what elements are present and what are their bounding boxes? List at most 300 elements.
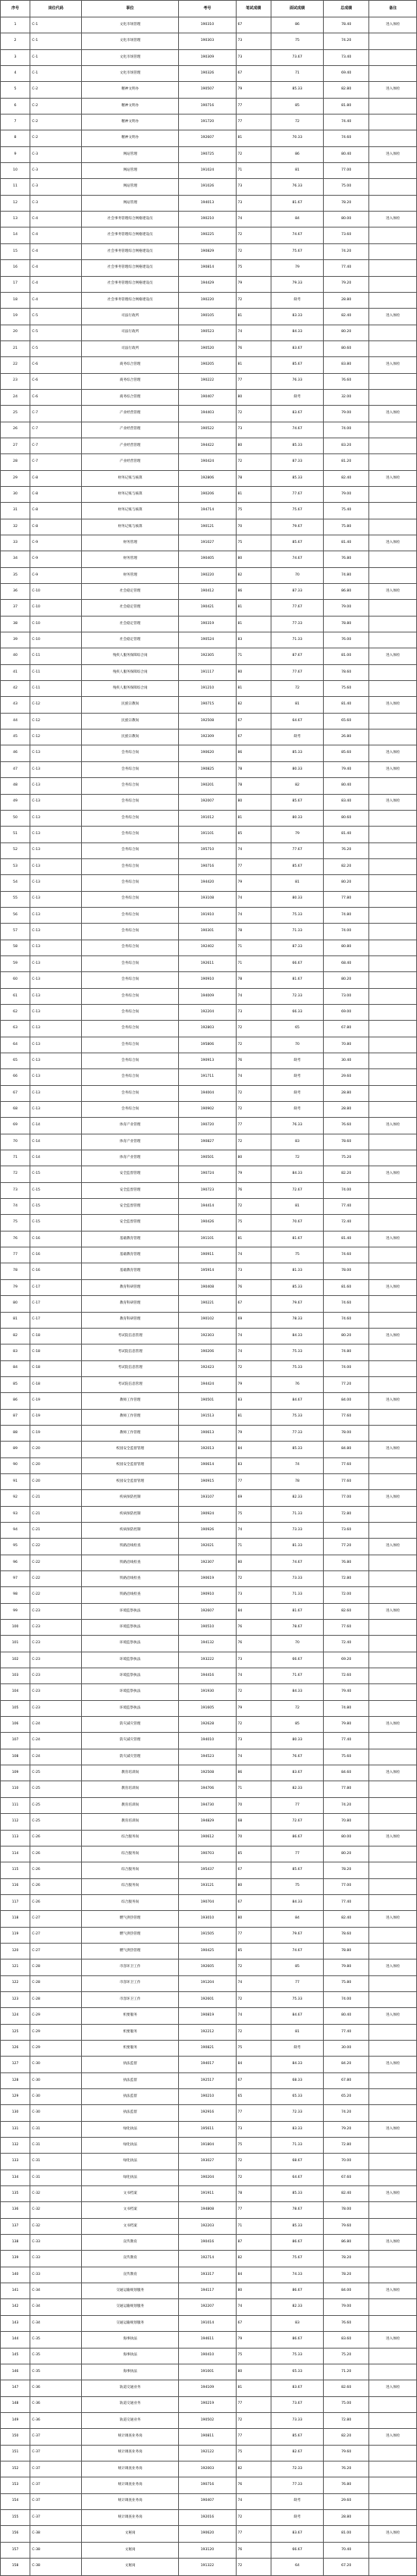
cell-exam-number: 195437: [179, 1862, 236, 1878]
cell-exam-number: 190220: [179, 567, 236, 583]
cell-seq: 141: [1, 2283, 30, 2299]
cell-position: 基础教育管理: [82, 1263, 179, 1279]
cell-written-score: 73: [236, 195, 271, 211]
cell-exam-number: 190829: [179, 243, 236, 259]
cell-seq: 106: [1, 1717, 30, 1733]
cell-position-code: C-33: [30, 2251, 82, 2267]
table-row: [1, 1134, 417, 1150]
cell-exam-number: 192806: [179, 470, 236, 486]
cell-total-score: 77.80: [324, 891, 369, 907]
cell-seq: 135: [1, 2186, 30, 2202]
cell-position: 文化市场管理: [82, 49, 179, 65]
cell-written-score: 77: [236, 858, 271, 874]
cell-exam-number: 194010: [179, 1733, 236, 1749]
cell-position-code: C-3: [30, 146, 82, 162]
cell-total-score: 72.80: [324, 1571, 369, 1587]
cell-note: [369, 1522, 417, 1538]
cell-position-code: C-24: [30, 1717, 82, 1733]
cell-note: [369, 2138, 417, 2154]
cell-position: 教育科研管理: [82, 1279, 179, 1295]
cell-total-score: 74.20: [324, 1797, 369, 1813]
cell-total-score: 86.80: [324, 584, 369, 600]
cell-interview-score: 85.33: [271, 1442, 324, 1457]
cell-exam-number: 192122: [179, 2445, 236, 2461]
cell-position-code: C-9: [30, 535, 82, 551]
cell-note: 进入体检: [369, 761, 417, 777]
table-row: [1, 2380, 417, 2396]
cell-note: [369, 1636, 417, 1652]
cell-total-score: 80.20: [324, 875, 369, 891]
cell-position-code: C-2: [30, 98, 82, 114]
cell-total-score: 82.20: [324, 1166, 369, 1182]
cell-interview-score: 84.33: [271, 1684, 324, 1700]
cell-seq: 157: [1, 2542, 30, 2558]
cell-interview-score: 68.67: [271, 2154, 324, 2170]
cell-written-score: 78: [236, 761, 271, 777]
cell-written-score: 74: [236, 212, 271, 227]
cell-total-score: 67.60: [324, 2170, 369, 2185]
table-row: [1, 2558, 417, 2575]
table-row: [1, 1247, 417, 1263]
cell-note: [369, 340, 417, 356]
cell-written-score: 72: [236, 2154, 271, 2170]
cell-total-score: 74.80: [324, 1700, 369, 1716]
cell-total-score: 79.00: [324, 486, 369, 502]
table-row: [1, 454, 417, 470]
cell-position-code: C-32: [30, 2202, 82, 2218]
cell-seq: 63: [1, 1021, 30, 1037]
cell-note: [369, 1781, 417, 1797]
cell-position: 文秘岗: [82, 2558, 179, 2575]
cell-written-score: 86: [236, 584, 271, 600]
cell-note: [369, 422, 417, 438]
cell-exam-number: 190913: [179, 1053, 236, 1069]
cell-note: 进入体检: [369, 212, 417, 227]
cell-written-score: 71: [236, 1539, 271, 1555]
cell-note: 进入体检: [369, 2186, 417, 2202]
cell-total-score: 80.40: [324, 778, 369, 794]
cell-note: 进入体检: [369, 1231, 417, 1247]
cell-written-score: 81: [236, 309, 271, 325]
cell-note: [369, 664, 417, 680]
table-row: [1, 1555, 417, 1570]
cell-position: 环境监察执法: [82, 1603, 179, 1619]
cell-position-code: C-26: [30, 1862, 82, 1878]
cell-written-score: 79: [236, 1700, 271, 1716]
cell-exam-number: 191910: [179, 907, 236, 923]
cell-interview-score: 76.67: [271, 1749, 324, 1765]
cell-written-score: 72: [236, 1684, 271, 1700]
cell-interview-score: 缺考: [271, 1085, 324, 1101]
cell-interview-score: 84.33: [271, 325, 324, 340]
cell-position-code: C-29: [30, 2040, 82, 2056]
cell-position-code: C-25: [30, 1797, 82, 1813]
cell-interview-score: 70: [271, 1636, 324, 1652]
table-row: [1, 406, 417, 422]
cell-written-score: 67: [236, 713, 271, 729]
cell-interview-score: 83.67: [271, 2380, 324, 2396]
cell-written-score: 86: [236, 745, 271, 761]
cell-position-code: C-1: [30, 66, 82, 82]
cell-seq: 15: [1, 243, 30, 259]
table-row: [1, 2429, 417, 2445]
table-row: [1, 486, 417, 502]
cell-exam-number: 194414: [179, 1199, 236, 1215]
cell-position-code: C-4: [30, 292, 82, 308]
cell-exam-number: 190827: [179, 1134, 236, 1150]
cell-note: [369, 2170, 417, 2185]
cell-exam-number: 194706: [179, 1781, 236, 1797]
cell-written-score: 82: [236, 2461, 271, 2477]
cell-position: 安全监督管理: [82, 1182, 179, 1198]
cell-seq: 73: [1, 1182, 30, 1198]
cell-total-score: 77.00: [324, 163, 369, 179]
cell-seq: 127: [1, 2057, 30, 2072]
cell-interview-score: 75.67: [271, 243, 324, 259]
cell-seq: 1: [1, 17, 30, 33]
cell-seq: 128: [1, 2072, 30, 2088]
cell-seq: 122: [1, 1975, 30, 1991]
cell-interview-score: 76.33: [271, 373, 324, 389]
cell-written-score: 76: [236, 340, 271, 356]
cell-seq: 137: [1, 2218, 30, 2234]
cell-interview-score: 82.67: [271, 2445, 324, 2461]
cell-seq: 91: [1, 1473, 30, 1489]
cell-total-score: 30.40: [324, 1053, 369, 1069]
cell-written-score: 84: [236, 1603, 271, 1619]
table-row: [1, 1878, 417, 1894]
cell-position-code: C-37: [30, 2445, 82, 2461]
cell-exam-number: 190620: [179, 745, 236, 761]
cell-note: [369, 1571, 417, 1587]
cell-position-code: C-6: [30, 389, 82, 405]
cell-interview-score: 80.33: [271, 761, 324, 777]
cell-written-score: 80: [236, 794, 271, 810]
cell-position-code: C-34: [30, 2283, 82, 2299]
cell-written-score: 72: [236, 2558, 271, 2575]
table-row: [1, 163, 417, 179]
cell-position: 财务管理: [82, 567, 179, 583]
cell-written-score: 74: [236, 1522, 271, 1538]
cell-written-score: 77: [236, 1927, 271, 1943]
cell-total-score: 76.60: [324, 2315, 369, 2331]
cell-written-score: 73: [236, 49, 271, 65]
table-row: [1, 1668, 417, 1684]
cell-seq: 64: [1, 1037, 30, 1053]
cell-seq: 121: [1, 1959, 30, 1975]
cell-position: 交通运输规划服务: [82, 2315, 179, 2331]
cell-written-score: 77: [236, 1118, 271, 1134]
cell-interview-score: 70: [271, 1037, 324, 1053]
cell-position: 财务记账与核算: [82, 519, 179, 535]
cell-position-code: C-5: [30, 309, 82, 325]
table-row: [1, 1425, 417, 1441]
cell-total-score: 75.20: [324, 2348, 369, 2364]
cell-exam-number: 194009: [179, 988, 236, 1004]
cell-interview-score: 缺考: [271, 1102, 324, 1118]
cell-position: 执法监督: [82, 2057, 179, 2072]
table-row: [1, 1085, 417, 1101]
cell-note: 进入体检: [369, 406, 417, 422]
cell-position: 网站管理: [82, 195, 179, 211]
cell-seq: 16: [1, 260, 30, 276]
cell-position-code: C-30: [30, 2072, 82, 2088]
cell-seq: 13: [1, 212, 30, 227]
cell-interview-score: 68.33: [271, 2072, 324, 2088]
cell-note: 进入体检: [369, 146, 417, 162]
cell-note: [369, 1814, 417, 1830]
cell-note: 进入体检: [369, 584, 417, 600]
table-row: [1, 2040, 417, 2056]
cell-position: 教育科研管理: [82, 1296, 179, 1312]
table-row: [1, 2332, 417, 2348]
cell-seq: 19: [1, 309, 30, 325]
cell-note: 进入体检: [369, 1539, 417, 1555]
cell-position-code: C-18: [30, 1344, 82, 1360]
cell-position: 会务综合岗: [82, 810, 179, 826]
cell-note: [369, 988, 417, 1004]
cell-position-code: C-27: [30, 1927, 82, 1943]
cell-total-score: 81.60: [324, 1279, 369, 1295]
cell-interview-score: 70.67: [271, 1215, 324, 1231]
cell-note: 进入体检: [369, 470, 417, 486]
cell-total-score: 74.00: [324, 1360, 369, 1376]
cell-seq: 41: [1, 664, 30, 680]
cell-total-score: 80.20: [324, 1846, 369, 1862]
cell-written-score: 67: [236, 1894, 271, 1910]
cell-interview-score: 72.33: [271, 988, 324, 1004]
cell-exam-number: 190410: [179, 2348, 236, 2364]
cell-written-score: 72: [236, 2412, 271, 2428]
cell-written-score: 76: [236, 2477, 271, 2493]
cell-position: 文书档案: [82, 2202, 179, 2218]
cell-seq: 47: [1, 761, 30, 777]
cell-interview-score: 71: [271, 66, 324, 82]
table-row: [1, 681, 417, 697]
table-row: [1, 2412, 417, 2428]
cell-seq: 50: [1, 810, 30, 826]
cell-interview-score: 79.67: [271, 1296, 324, 1312]
cell-position-code: C-37: [30, 2461, 82, 2477]
cell-position: 轨道交通业务: [82, 2412, 179, 2428]
cell-position-code: C-11: [30, 681, 82, 697]
cell-position-code: C-22: [30, 1571, 82, 1587]
cell-position: 会务综合岗: [82, 745, 179, 761]
cell-interview-score: 65.33: [271, 2089, 324, 2105]
cell-interview-score: 80.33: [271, 810, 324, 826]
cell-seq: 77: [1, 1247, 30, 1263]
cell-total-score: 78.20: [324, 195, 369, 211]
cell-position-code: C-27: [30, 1943, 82, 1959]
cell-written-score: 83: [236, 1457, 271, 1473]
cell-exam-number: 190407: [179, 389, 236, 405]
cell-exam-number: 190716: [179, 2477, 236, 2493]
cell-exam-number: 190301: [179, 924, 236, 940]
cell-interview-score: 64.67: [271, 713, 324, 729]
cell-total-score: 28.80: [324, 1102, 369, 1118]
cell-position-code: C-8: [30, 470, 82, 486]
cell-interview-score: 74.67: [271, 551, 324, 567]
cell-exam-number: 192007: [179, 794, 236, 810]
cell-note: [369, 2251, 417, 2267]
cell-seq: 46: [1, 745, 30, 761]
cell-total-score: 80.60: [324, 340, 369, 356]
cell-position: 会务综合岗: [82, 924, 179, 940]
cell-note: [369, 940, 417, 955]
cell-position: 综合服务岗: [82, 1862, 179, 1878]
cell-interview-score: 74.67: [271, 1943, 324, 1959]
cell-total-score: 76.80: [324, 551, 369, 567]
cell-position-code: C-9: [30, 567, 82, 583]
cell-exam-number: 190614: [179, 1457, 236, 1473]
cell-written-score: 67: [236, 2072, 271, 2088]
cell-total-score: 77.00: [324, 1878, 369, 1894]
cell-seq: 33: [1, 535, 30, 551]
cell-total-score: 79.60: [324, 2218, 369, 2234]
cell-total-score: 73.60: [324, 1522, 369, 1538]
table-row: [1, 2154, 417, 2170]
table-row: [1, 179, 417, 195]
cell-note: 进入体检: [369, 2283, 417, 2299]
cell-position: 民族宗教岗: [82, 697, 179, 713]
cell-written-score: 72: [236, 1991, 271, 2007]
cell-interview-score: 76: [271, 1376, 324, 1392]
cell-written-score: 77: [236, 2202, 271, 2218]
cell-position: 统计调查业务岗: [82, 2461, 179, 2477]
cell-position: 综合服务岗: [82, 1830, 179, 1846]
table-row: [1, 2057, 417, 2072]
cell-position-code: C-13: [30, 972, 82, 988]
cell-interview-score: 65.33: [271, 2364, 324, 2380]
cell-position-code: C-35: [30, 2364, 82, 2380]
cell-exam-number: 190421: [179, 600, 236, 616]
cell-written-score: 80: [236, 1150, 271, 1166]
cell-interview-score: 84.33: [271, 1328, 324, 1344]
cell-note: 进入体检: [369, 2121, 417, 2137]
cell-position-code: C-13: [30, 827, 82, 842]
cell-seq: 78: [1, 1263, 30, 1279]
cell-position: 网站管理: [82, 179, 179, 195]
cell-position: 产业经营管理: [82, 438, 179, 453]
cell-seq: 99: [1, 1603, 30, 1619]
cell-note: [369, 2154, 417, 2170]
cell-note: [369, 276, 417, 292]
cell-position: 会务综合岗: [82, 1021, 179, 1037]
table-row: [1, 130, 417, 146]
cell-interview-score: 84.33: [271, 1166, 324, 1182]
table-row: [1, 373, 417, 389]
cell-position: 社会事务管理综合网格建设员: [82, 212, 179, 227]
table-row: [1, 1393, 417, 1409]
table-row: [1, 276, 417, 292]
cell-position: 社会稳定管理: [82, 600, 179, 616]
cell-written-score: 72: [236, 2509, 271, 2525]
cell-note: [369, 486, 417, 502]
cell-seq: 109: [1, 1765, 30, 1781]
cell-seq: 93: [1, 1506, 30, 1522]
cell-position: 教育科研管理: [82, 1312, 179, 1328]
cell-position-code: C-18: [30, 1328, 82, 1344]
table-row: [1, 1263, 417, 1279]
cell-seq: 38: [1, 616, 30, 632]
table-row: [1, 1522, 417, 1538]
cell-total-score: 65.60: [324, 713, 369, 729]
cell-total-score: 68.40: [324, 955, 369, 971]
cell-position: 文秘岗: [82, 2542, 179, 2558]
cell-seq: 133: [1, 2154, 30, 2170]
cell-note: [369, 2364, 417, 2380]
cell-position: 精神文明办: [82, 115, 179, 130]
cell-interview-score: 86: [271, 146, 324, 162]
cell-position: 宣传教育: [82, 2267, 179, 2283]
cell-position: 燃气供热管理: [82, 1927, 179, 1943]
cell-written-score: 78: [236, 778, 271, 794]
table-row: [1, 1490, 417, 1506]
cell-exam-number: 191711: [179, 1069, 236, 1085]
cell-note: 进入体检: [369, 1442, 417, 1457]
table-row: [1, 325, 417, 340]
cell-seq: 26: [1, 422, 30, 438]
cell-total-score: 26.80: [324, 730, 369, 745]
cell-interview-score: 85: [271, 1959, 324, 1975]
cell-interview-score: 79.33: [271, 276, 324, 292]
cell-interview-score: 85.67: [271, 357, 324, 373]
table-row: [1, 1652, 417, 1668]
cell-position: 社会事务管理综合网格建设员: [82, 276, 179, 292]
cell-note: 进入体检: [369, 2380, 417, 2396]
cell-interview-score: 72.33: [271, 2105, 324, 2121]
cell-interview-score: 72.67: [271, 1814, 324, 1830]
cell-total-score: 75.40: [324, 503, 369, 519]
cell-seq: 14: [1, 227, 30, 243]
cell-interview-score: 75.33: [271, 907, 324, 923]
cell-note: [369, 778, 417, 794]
cell-interview-score: 78: [271, 1473, 324, 1489]
cell-note: 进入体检: [369, 1118, 417, 1134]
cell-exam-number: 190102: [179, 1312, 236, 1328]
cell-total-score: 75.80: [324, 1975, 369, 1991]
cell-total-score: 73.00: [324, 988, 369, 1004]
cell-exam-number: 194132: [179, 1636, 236, 1652]
cell-position: 疾病预防控制: [82, 1490, 179, 1506]
cell-written-score: 76: [236, 1279, 271, 1295]
cell-total-score: 65.20: [324, 2089, 369, 2105]
cell-written-score: 67: [236, 1862, 271, 1878]
cell-exam-number: 190206: [179, 486, 236, 502]
cell-position-code: C-23: [30, 1668, 82, 1684]
cell-interview-score: 87.67: [271, 648, 324, 664]
cell-exam-number: 195710: [179, 842, 236, 858]
cell-position: 文化市场管理: [82, 33, 179, 49]
cell-position: 会务综合岗: [82, 891, 179, 907]
cell-note: 进入体检: [369, 2429, 417, 2445]
table-row: [1, 1862, 417, 1878]
cell-exam-number: 194714: [179, 503, 236, 519]
cell-seq: 5: [1, 82, 30, 98]
cell-interview-score: 81.33: [271, 1263, 324, 1279]
cell-position-code: C-9: [30, 551, 82, 567]
cell-position-code: C-13: [30, 858, 82, 874]
cell-seq: 145: [1, 2348, 30, 2364]
cell-exam-number: 194808: [179, 2202, 236, 2218]
cell-exam-number: 190819: [179, 2008, 236, 2024]
cell-exam-number: 192605: [179, 1959, 236, 1975]
cell-position: 残疾人服务保障综合岗: [82, 648, 179, 664]
cell-seq: 151: [1, 2445, 30, 2461]
cell-note: [369, 98, 417, 114]
cell-note: 进入体检: [369, 1717, 417, 1733]
cell-exam-number: 191513: [179, 1409, 236, 1425]
